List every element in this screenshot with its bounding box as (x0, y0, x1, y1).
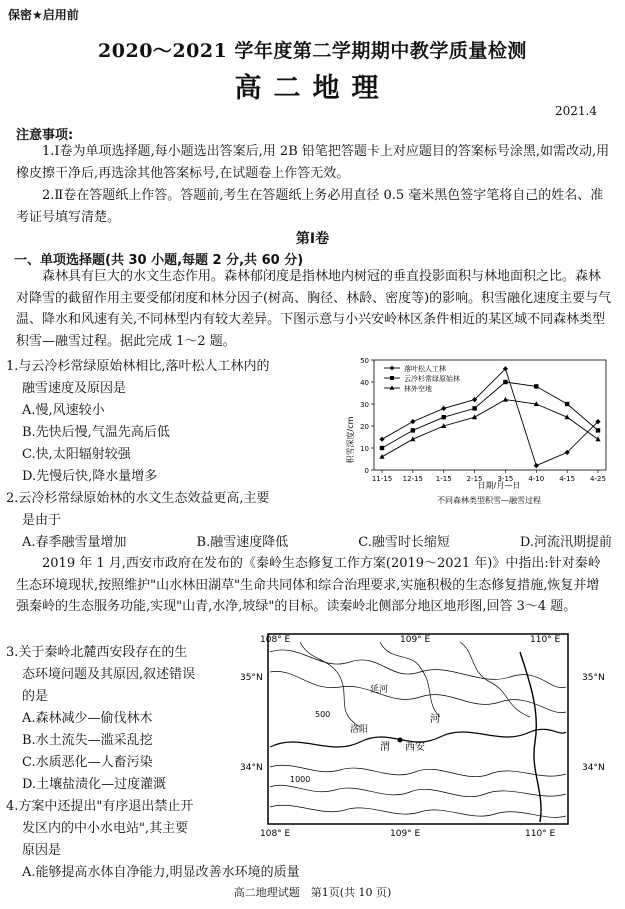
map-place-luoyang: 洛阳 (350, 725, 369, 735)
chart-point (441, 406, 446, 411)
chart-point (472, 406, 476, 410)
map-contour-500: 500 (315, 710, 331, 719)
q2-option-b[interactable]: B.融雪速度降低 (196, 535, 289, 550)
chart-point (472, 414, 477, 419)
q2-option-d[interactable]: D.河流汛期提前 (519, 535, 612, 550)
q3-stem-line1: 3.关于秦岭北麓西安段存在的生 (6, 645, 188, 660)
chart-point (503, 397, 508, 402)
chart-caption: 不同森林类型积雪—融雪过程 (437, 496, 541, 505)
chart-point (534, 384, 538, 388)
chart-x-tick-label: 1-15 (435, 475, 452, 483)
chart-y-tick-label: 20 (360, 423, 369, 431)
chart-legend-label: 林外空地 (404, 385, 432, 393)
q3-option-c[interactable]: C.水质恶化—人畜污染 (22, 755, 153, 770)
q2-option-c[interactable]: C.融雪时长缩短 (358, 535, 450, 550)
chart-y-tick-label: 10 (360, 445, 369, 453)
intro-forest: 森林具有巨大的水文生态作用。森林郁闭度是指林地内树冠的垂直投影面积与林地面积之比。森林对降雪的截留作用主要受郁闭度和林分因子(树高、胸径、林龄、密度等)的影响。积雪融化速度主要与气温、降水和风速有关,不同林型内有较大差异。下图示意与小兴安岭林区条件相近的某区域不同森林类型积雪—融雪过程。据此完成 1～2 题。 (16, 269, 612, 349)
chart-point (503, 380, 507, 384)
q4-option-a[interactable]: A.能够提高水体自净能力,明显改善水环境的质量 (22, 865, 300, 880)
exam-date: 2021.4 (555, 104, 597, 118)
part-heading: 一、单项选择题(共 30 小题,每题 2 分,共 60 分) (14, 253, 304, 268)
chart-x-tick-label: 11-15 (371, 475, 393, 483)
chart-point (595, 436, 600, 441)
q1-option-d[interactable]: D.先慢后快,降水量增多 (22, 469, 158, 484)
map-place-he: 河 (430, 714, 440, 725)
chart-x-tick-label: 2-15 (466, 475, 483, 483)
snow-melt-chart (344, 352, 614, 508)
chart-point (442, 415, 446, 419)
notice-heading: 注意事项: (16, 128, 74, 143)
xian-city-marker (398, 738, 403, 743)
chart-legend-marker (390, 376, 394, 380)
chart-legend-label: 落叶松人工林 (404, 365, 446, 373)
q3-stem-line3: 的是 (22, 689, 49, 704)
map-place-yanhe: 延河 (370, 685, 389, 695)
chart-x-tick-label: 4-25 (590, 475, 606, 483)
q2-option-a[interactable]: A.春季融雪量增加 (22, 535, 127, 550)
chart-point (380, 446, 384, 450)
subject-title: 高二地理 (234, 73, 391, 104)
chart-x-tick-label: 4-10 (528, 475, 545, 483)
q4-stem-line3: 原因是 (22, 843, 62, 858)
chart-point (596, 428, 600, 432)
chart-x-tick-label: 12-15 (402, 475, 424, 483)
chart-point (565, 402, 569, 406)
chart-y-tick-label: 40 (360, 379, 369, 387)
q1-stem-line2: 融雪速度及原因是 (22, 381, 127, 396)
map-lon-109-top: 109° E (400, 635, 431, 645)
q4-stem-line2: 发区内的中小水电站",其主要 (22, 821, 189, 836)
chart-point (379, 454, 384, 459)
map-lon-108-top: 108° E (260, 635, 291, 645)
section-title: 第Ⅰ卷 (295, 231, 330, 247)
q2-stem-line1: 2.云冷杉常绿原始林的水文生态效益更高,主要 (6, 491, 270, 506)
map-lon-110-bottom: 110° E (525, 829, 556, 839)
q1-option-a[interactable]: A.慢,风速较小 (22, 403, 105, 418)
q3-option-a[interactable]: A.森林减少—偷伐林木 (22, 711, 153, 726)
q3-option-b[interactable]: B.水土流失—滥采乱挖 (22, 733, 153, 748)
q4-stem-line1: 4.方案中还提出"有序退出禁止开 (6, 799, 194, 814)
notice-item-2: 2.Ⅱ卷在答题纸上作答。答题前,考生在答题纸上务必用直径 0.5 毫米黑色签字笔将自己的姓名、准考证号填写清楚。 (16, 188, 604, 225)
intro-qinling: 2019 年 1 月,西安市政府在发布的《秦岭生态修复工作方案(2019～2021 年)》中指出:针对秦岭生态环境现状,按照维护"山水林田湖草"生命共同体和综合治理要求,实施积极的生态修复措施,恢复并增强秦岭的生态服务功能,实现"山青,水净,坡绿"的目标。读秦岭北侧部分地区地形图,回答 3～4 题。 (16, 556, 601, 614)
chart-y-tick-label: 0 (364, 467, 369, 475)
q1-option-b[interactable]: B.先快后慢,气温先高后低 (22, 425, 170, 440)
map-lat-35-left: 35°N (240, 673, 263, 683)
confidential-label: 保密★启用前 (8, 8, 79, 22)
chart-y-tick-label: 50 (360, 357, 369, 365)
map-lon-108-bottom: 108° E (260, 829, 291, 839)
q1-option-c[interactable]: C.快,太阳辐射较强 (22, 447, 131, 462)
exam-title: 2020～2021 学年度第二学期期中教学质量检测 (98, 40, 527, 62)
notice-item-1: 1.Ⅰ卷为单项选择题,每小题选出答案后,用 2B 铅笔把答题卡上对应题目的答案标号涂黑,如需改动,用橡皮擦干净后,再选涂其他答案标号,在试题卷上作答无效。 (16, 144, 610, 181)
map-contour-1000: 1000 (290, 775, 311, 784)
chart-x-axis-label: 日期/月—日 (477, 481, 521, 490)
q3-option-d[interactable]: D.土壤盐渍化—过度灌溉 (22, 777, 167, 792)
q3-stem-line2: 态环境问题及其原因,叙述错误 (22, 667, 196, 682)
q1-stem-line1: 1.与云冷杉常绿原始林相比,落叶松人工林内的 (6, 359, 270, 374)
q2-options (22, 531, 612, 550)
chart-y-tick-label: 30 (360, 401, 369, 409)
qinling-terrain-map (240, 632, 625, 840)
page-footer: 高二地理试题 第1页(共 10 页) (233, 886, 392, 899)
map-lon-110-top: 110° E (530, 635, 561, 645)
chart-point (379, 437, 384, 442)
map-lat-35-right: 35°N (582, 673, 605, 683)
chart-series-line (382, 369, 598, 466)
chart-legend-label: 云冷杉常绿原始林 (404, 375, 460, 383)
chart-point (534, 463, 539, 468)
chart-y-axis-label: 积雪深度/cm (346, 416, 355, 464)
map-place-xian: 西安 (405, 742, 425, 753)
map-lat-34-right: 34°N (582, 763, 605, 773)
chart-point (410, 419, 415, 424)
chart-legend-marker (390, 366, 395, 371)
map-lat-34-left: 34°N (240, 763, 263, 773)
map-lon-109-bottom: 109° E (390, 829, 421, 839)
chart-point (411, 428, 415, 432)
chart-x-tick-label: 3-15 (497, 475, 514, 483)
map-place-wei: 渭 (380, 742, 390, 753)
q2-stem-line2: 是由于 (22, 513, 62, 528)
chart-x-tick-label: 4-15 (559, 475, 576, 483)
